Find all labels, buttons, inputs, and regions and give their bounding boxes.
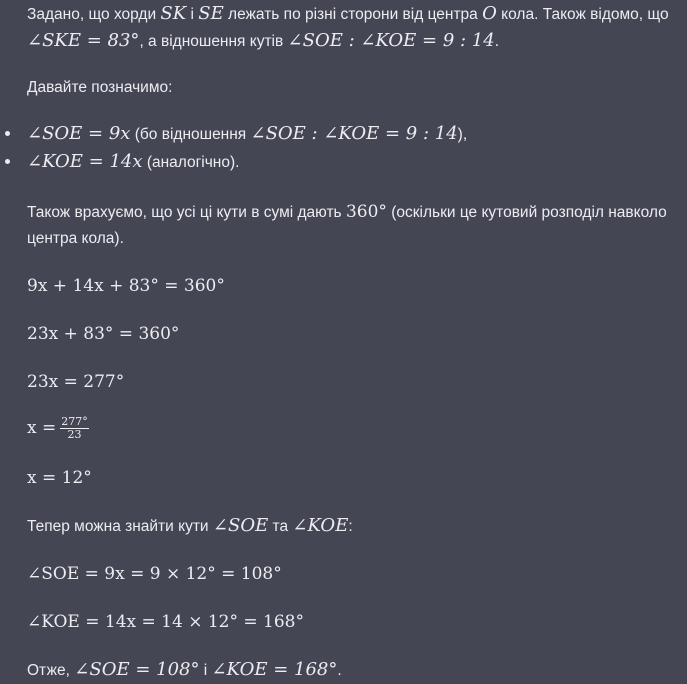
- text: і: [199, 662, 212, 679]
- paragraph-denote: Давайте позначимо:: [27, 79, 173, 96]
- math-inline: ∠SOE = 108°: [74, 659, 200, 680]
- equation-lhs: x =: [27, 418, 57, 438]
- text: .: [337, 662, 342, 679]
- paragraph-sum-line2: центра кола).: [27, 230, 124, 247]
- paragraph-conclusion: [27, 658, 342, 683]
- text: (бо відношення: [130, 126, 251, 143]
- text: , а відношення кутів: [139, 33, 288, 50]
- text: (оскільки це кутовий розподіл навколо: [386, 204, 667, 221]
- math-inline: ∠SOE : ∠KOE = 9 : 14: [287, 30, 495, 51]
- paragraph-given-line2: [27, 29, 499, 54]
- math-inline: ∠KOE = 168°: [211, 659, 338, 680]
- equation-4: [27, 416, 89, 441]
- fraction-denominator: 23: [67, 428, 82, 441]
- list-item: [27, 122, 467, 147]
- equation-5: x = 12°: [27, 468, 92, 488]
- math-inline: SE: [198, 3, 224, 24]
- text: (аналогічно).: [142, 154, 240, 171]
- math-inline: 360°: [345, 202, 387, 222]
- paragraph-find-angles: [27, 514, 353, 539]
- text: Задано, що хорди: [27, 6, 161, 23]
- fraction: [60, 416, 89, 441]
- equation-6: ∠SOE = 9x = 9 × 12° = 108°: [27, 564, 282, 584]
- equation-7: ∠KOE = 14x = 14 × 12° = 168°: [27, 612, 304, 632]
- text: Тепер можна знайти кути: [27, 518, 213, 535]
- math-inline: ∠KOE: [292, 515, 349, 536]
- text: лежать по різні сторони від центра: [223, 6, 483, 23]
- list-item: [27, 150, 239, 175]
- equation-1: 9x + 14x + 83° = 360°: [27, 276, 225, 296]
- paragraph-sum-line1: [27, 200, 667, 225]
- math-inline: SK: [160, 3, 187, 24]
- text: та: [268, 518, 293, 535]
- equation-2: 23x + 83° = 360°: [27, 324, 180, 344]
- math-inline: O: [482, 3, 497, 24]
- math-inline: ∠KOE = 14x: [27, 151, 143, 172]
- math-inline: ∠SKE = 83°: [27, 30, 140, 51]
- equation-3: 23x = 277°: [27, 372, 125, 392]
- math-inline: ∠SOE = 9x: [27, 123, 131, 144]
- math-inline: ∠SOE : ∠KOE = 9 : 14: [250, 123, 458, 144]
- text: .: [494, 33, 500, 50]
- bullet-icon: [5, 159, 10, 164]
- text: і: [186, 6, 199, 23]
- text: :: [348, 518, 353, 535]
- text: Отже,: [27, 662, 75, 679]
- text: Також врахуємо, що усі ці кути в сумі дають: [27, 204, 346, 221]
- fraction-numerator: 277°: [61, 415, 88, 428]
- math-inline: ∠SOE: [212, 515, 269, 536]
- paragraph-given-line1: [27, 2, 669, 27]
- bullet-icon: [5, 131, 10, 136]
- text: ),: [457, 126, 468, 143]
- text: кола. Також відомо, що: [496, 6, 669, 23]
